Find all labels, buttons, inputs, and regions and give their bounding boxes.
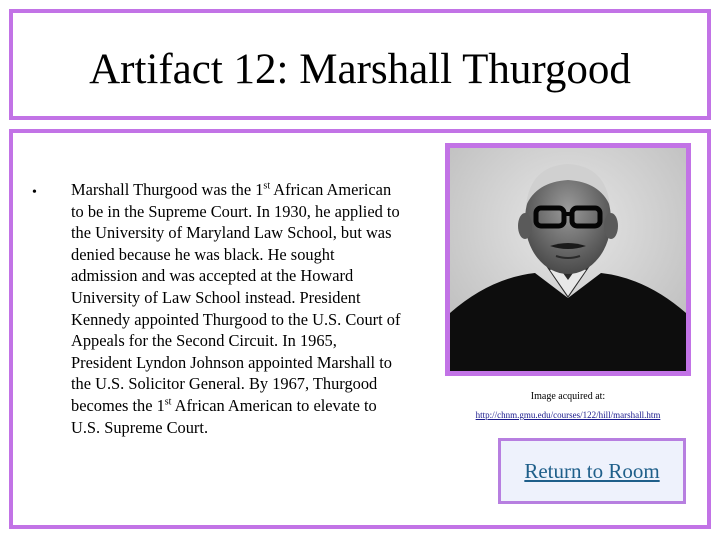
image-source-link[interactable]: http://chnm.gmu.edu/courses/122/hill/marshall.htm — [475, 410, 661, 420]
image-caption: Image acquired at: — [530, 391, 606, 402]
content-panel — [9, 129, 711, 529]
bullet-marker: • — [32, 185, 37, 200]
portrait-photo — [445, 143, 691, 376]
slide-title: Artifact 12: Marshall Thurgood — [89, 46, 631, 93]
return-button[interactable] — [498, 438, 686, 504]
title-panel — [9, 9, 711, 120]
body-part-1: Marshall Thurgood was the 1 — [71, 180, 264, 199]
portrait-photo-icon — [450, 148, 686, 371]
ordinal-suffix-1: st — [263, 180, 271, 192]
return-to-room-link[interactable]: Return to Room — [524, 459, 660, 483]
body-part-2: African American to be in the Supreme Court. In 1930, he applied to the University of Maryland Law School, but was denied because he was black. He sought admission and was accepted at the Howard University of Law School instead. President Kennedy appointed Thurgood to the U.S. Court of Appeals for the Second Circuit. In 1965, President Lyndon Johnson appointed Marshall to the U.S. Solicitor General. By 1967, Thurgood becomes the 1 — [71, 180, 401, 415]
biography-text — [71, 179, 401, 438]
body-part-3: African American to elevate to U.S. Supreme Court. — [71, 395, 377, 437]
ordinal-suffix-2: st — [164, 396, 172, 408]
